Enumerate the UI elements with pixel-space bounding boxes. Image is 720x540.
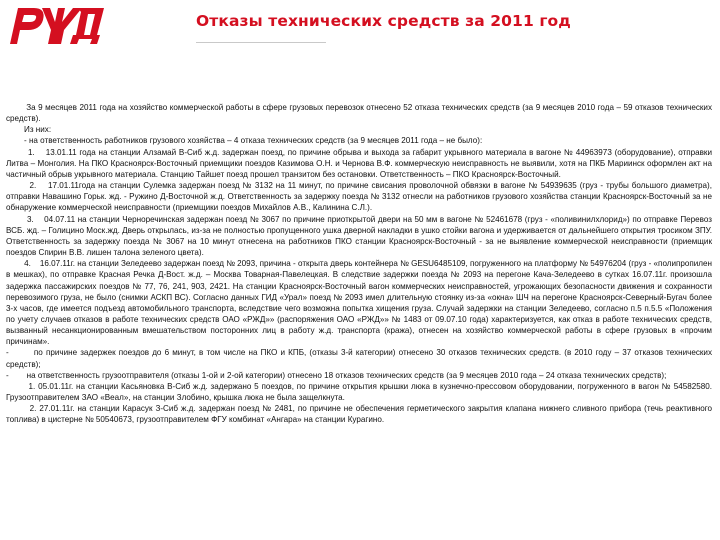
paragraph: 2. 17.01.11года на станции Сулемка задержан поезд № 3132 на 11 минут, по причине свисания проволочной обвязки в вагоне № 54939635 (груз - трубы большого диаметра), отправки Навашино Горьк. жд. - Ружино Д-Восточной ж.д. Ответственность за задержку поезда № 3132 отнесли на работников грузового хозяйства станции Красноярск-Восточный за не обнаружение коммерческой неисправности (приемщики поездов Михайлов А.В., Калинина С.Л.). bbox=[6, 181, 715, 213]
paragraph: - на ответственность работников грузового хозяйства – 4 отказа технических средств (за 9 месяцев 2011 года – не было): bbox=[6, 136, 483, 146]
paragraph: 3. 04.07.11 на станции Черноречинская задержан поезд № 3067 по причине приоткрытой двери на 50 мм в вагоне № 52461678 (груз - «поливинилхлорид») по отправке Перевоз ВСБ. жд. – Голицино Моск.жд. Дверь открылась, из-за не полностью пропущенного ушка дверной накладки в ушко стойки вагона и удерживается от дальнейшего открытия тросиком ЗПУ. Ответственность за задержку поезда № 3067 на 10 минут отнесена на работников ПКО станции Красноярск-Восточный - за не выявление коммерческой неисправности (приемщик поездов Спирин В.В. лишен талона зеленого цвета). bbox=[6, 214, 715, 258]
rzd-logo bbox=[4, 4, 108, 48]
report-body bbox=[6, 102, 715, 426]
page-title: Отказы технических средств за 2011 год bbox=[196, 12, 571, 30]
paragraph: За 9 месяцев 2011 года на хозяйство коммерческой работы в сфере грузовых перевозок отнесено 52 отказа технических средств (за 9 месяцев 2010 года – 59 отказов технических средств). bbox=[6, 103, 715, 124]
paragraph: - на ответственность грузоотправителя (отказы 1-ой и 2-ой категории) отнесено 18 отказов технических средств (за 9 месяцев 2010 года – 24 отказа технических средств); bbox=[6, 370, 667, 380]
rzd-logo-mark bbox=[4, 4, 108, 48]
paragraph: 1. 13.01.11 года на станции Алзамай В-Сиб ж.д. задержан поезд, по причине обрыва и выхода за габарит укрывного материала в вагоне № 44963973 (оборудование), отправки Литва – Монголия. На ПКО Красноярск-Восточный приемщики поездов Казимова О.Н. и Чернова В.Ф. коммерческую неисправность не выявили, хотя на ПКБ Мариинск оформлен акт на частичный обрыв укрывного материала. Станцию Тайшет поезд прошел транзитом без остановки. Ответственность – ПКО Красноярск-Восточный. bbox=[6, 147, 715, 179]
paragraph: 4. 16.07.11г. на станции Зеледеево задержан поезд № 2093, причина - открыта дверь контейнера № GESU6485109, погруженного на платформу № 54976204 (груз - «полипропилен в мешках), по отправке Красная Речка Д-Вост. ж.д. – Москва Товарная-Павелецкая. В следствие задержки поезда № 2093 на перегоне Кача-Зеледеево в сутках 16.07.11г. произошла задержка пассажирских поездов № 77, 76, 241, 903, 2421. На станции Красноярск-Восточный вагон коммерческих неисправностей, угрожающих безопасности движения и сохранности перевозимого груза, не было (снимки АСКП ВС). Согласно данных ГИД «Урал» поезд № 2093 имел длительную стоянку из-за «окна» ШЧ на перегоне Красноярск-Северный-Бугач более 3-х часов, где имеется подъезд автомобильного транспорта, вследствие чего возможна попытка хищения груза. Случай задержки на станции Зеледеево, согласно п.5 п.5.5 «Положения по учету случаев отказов в работе технических средств ОАО «РЖД»» (распоряжения ОАО «РЖД»» № 1483 от 09.07.10 года) характеризуется, как отказ в работе технических средств, вызванный несанкционированным вмешательством посторонних лиц в работу ж.д. транспорта (кража), отнесен на хозяйство коммерческой работы в сфере грузовых в «прочим причинам». bbox=[6, 259, 715, 347]
paragraph: Из них: bbox=[6, 125, 52, 135]
title-underline bbox=[196, 42, 326, 43]
paragraph: 2. 27.01.11г. на станции Карасук З-Сиб ж.д. задержан поезд № 2481, по причине не обеспечения герметического закрытия клапана нижнего сливного прибора (течь реактивного топлива) в цистерне № 50540673, грузоотправителем ФГУ комбинат «Ангара» на станции Курагино. bbox=[6, 404, 715, 425]
paragraph: - по причине задержек поездов до 6 минут, в том числе на ПКО и КПБ, (отказы 3-й категории) отнесено 30 отказов технических средств. (в 2010 году – 37 отказов технических средств); bbox=[6, 348, 715, 369]
paragraph: 1. 05.01.11г. на станции Касьяновка В-Сиб ж.д. задержано 5 поездов, по причине открытия крышки люка в кузнечно-прессовом оборудовании, погруженного в вагон № 54582580. Грузоотправителем ЗАО «Веал», на станции Злобино, крышка люка не была защелкнута. bbox=[6, 381, 715, 403]
